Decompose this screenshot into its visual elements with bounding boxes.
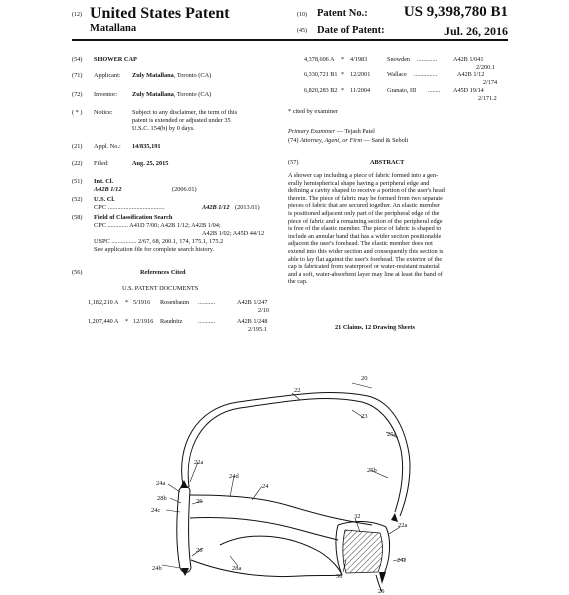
abstract-line: erally hemispherical shape having a peripheral edge and xyxy=(288,179,430,187)
citation-date: 12/2001 xyxy=(350,71,371,78)
citation-star: * xyxy=(125,318,129,325)
attorney-number: (74) xyxy=(288,137,299,144)
citation-name: Snowden xyxy=(387,56,411,63)
citation-date: 12/1916 xyxy=(133,318,154,325)
crown-bottom-edge xyxy=(191,560,342,577)
us-cl-label: U.S. Cl. xyxy=(94,196,115,203)
appl-no-field-number: (21) xyxy=(72,143,83,150)
notice-field-number: ( * ) xyxy=(72,109,83,116)
inventor-label: Inventor: xyxy=(94,91,118,98)
abstract-line: and a soft, water-absorbent layer may line at least the band of xyxy=(288,270,443,278)
ref-label: 24a xyxy=(156,480,166,487)
citation-number: 4,378,606 A xyxy=(304,56,335,63)
filed-label: Filed: xyxy=(94,160,109,167)
foc-field-number: (58) xyxy=(72,214,83,221)
citation-dots: ........... xyxy=(198,299,216,306)
applicant-location: , Toronto (CA) xyxy=(173,72,212,79)
abstract-line: cap is fabricated from waterproof or water-resistant material xyxy=(288,263,440,271)
references-subtitle: U.S. PATENT DOCUMENTS xyxy=(122,285,199,292)
patent-no-number: (10) xyxy=(297,12,307,18)
abstract-line: therein. The piece of fabric may be formed from two separate xyxy=(288,194,443,202)
filed-field-number: (22) xyxy=(72,160,83,167)
citation-subclass: 2/10 xyxy=(258,307,270,314)
citation-date: 4/1983 xyxy=(350,56,368,63)
left-end-tip-top xyxy=(180,480,188,488)
ref-label: 26 xyxy=(378,588,385,595)
citation-number: 6,330,721 B1 xyxy=(304,71,338,78)
right-band-top xyxy=(338,521,386,527)
citation-dots: ............... xyxy=(414,71,438,78)
attorney-name: — Sand & Sebolt xyxy=(362,137,409,144)
elastic-loop-inner xyxy=(188,398,402,512)
abstract-line: is positioned adjacent only part of the peripheral edge of the xyxy=(288,209,440,217)
abstract-line: adjacent the user's forehead. The elastic member does not xyxy=(288,240,433,248)
ref-label: 25b xyxy=(367,467,377,474)
inventor-field-number: (72) xyxy=(72,91,83,98)
citation-name: Raudnitz xyxy=(160,318,183,325)
citation-class: A42B 1/248 xyxy=(237,318,268,325)
abstract-line: extend into this wider section and consequently this section is xyxy=(288,247,444,255)
filed-value: Aug. 25, 2015 xyxy=(132,160,169,167)
ref-label: 23 xyxy=(361,413,368,420)
citation-class: A42B 1/247 xyxy=(237,299,268,306)
ref-label: 30 xyxy=(336,573,343,580)
inventor-surname-header: Matallana xyxy=(90,23,137,34)
crown-top-edge xyxy=(190,495,372,525)
attorney-label: Attorney, Agent, or Firm xyxy=(300,137,363,144)
us-cl-cpc-label: CPC xyxy=(94,204,106,211)
ref-label: 22a xyxy=(194,459,204,466)
ref-label: 26 xyxy=(196,498,203,505)
citation-star: * xyxy=(341,87,345,94)
ref-label: 28a xyxy=(232,565,242,572)
citation-name: Granato, III xyxy=(387,87,417,94)
int-cl-year: (2006.01) xyxy=(172,186,197,193)
patent-invention-title: SHOWER CAP xyxy=(94,56,137,63)
appl-no-value: 14/835,191 xyxy=(132,143,161,150)
elastic-loop-outer xyxy=(182,392,410,516)
notice-line: U.S.C. 154(b) by 0 days. xyxy=(132,125,195,132)
foc-line: See application file for complete search history. xyxy=(94,246,215,253)
applicant-field-number: (71) xyxy=(72,72,83,79)
citation-number: 1,182,210 A xyxy=(88,299,119,306)
citation-class: A42B 1/12 xyxy=(457,71,485,78)
foc-label: Field of Classification Search xyxy=(94,214,173,221)
us-cl-leader-dots: .................................... xyxy=(108,204,165,211)
abstract-line: the cap. xyxy=(288,278,308,286)
citation-dots: ............. xyxy=(417,56,438,63)
ref-label: 24c xyxy=(151,507,161,514)
title-field-number: (54) xyxy=(72,56,83,63)
foc-line: CPC ............. A41D 7/00; A42B 1/12; A42B 1/04; xyxy=(94,222,221,229)
citation-subclass: 2/171.2 xyxy=(478,95,497,102)
us-cl-field-number: (52) xyxy=(72,196,83,203)
abstract-title: ABSTRACT xyxy=(370,159,405,166)
abstract-number: (57) xyxy=(288,159,299,166)
kind-code-number: (12) xyxy=(72,12,82,18)
patent-number: US 9,398,780 B1 xyxy=(403,4,508,20)
us-cl-year: (2013.01) xyxy=(235,204,260,211)
citation-dots: ........... xyxy=(198,318,216,325)
references-title: References Cited xyxy=(140,269,186,276)
document-title: United States Patent xyxy=(90,5,230,22)
int-cl-label: Int. Cl. xyxy=(94,178,114,185)
right-end-tip xyxy=(391,513,398,522)
notice-line: Subject to any disclaimer, the term of this xyxy=(132,109,238,116)
citation-star: * xyxy=(125,299,129,306)
primary-examiner-name: — Tejash Patel xyxy=(335,128,375,135)
ref-label: 22a xyxy=(398,522,408,529)
inventor-name: Zuly Matallana xyxy=(132,91,174,98)
abstract-line: is free of the elastic member. The piece of fabric is shaped to xyxy=(288,225,442,233)
hatched-wide-section xyxy=(343,530,383,573)
left-band-inner xyxy=(189,490,191,568)
citation-star: * xyxy=(341,71,345,78)
citation-name: Wallace xyxy=(387,71,407,78)
right-bottom-tip xyxy=(379,572,386,584)
ref-label: 20 xyxy=(361,375,368,382)
citation-class: A42B 1/041 xyxy=(453,56,484,63)
cited-by-examiner: * cited by examiner xyxy=(288,108,338,115)
date-of-patent: Jul. 26, 2016 xyxy=(443,24,508,38)
citation-subclass: 2/200.1 xyxy=(476,64,495,71)
abstract-line: able to lay flat against the user's forehead. The exterior of the xyxy=(288,255,443,263)
ref-label: 32 xyxy=(354,513,361,520)
inventor-location: , Toronto (CA) xyxy=(173,91,212,98)
applicant-label: Applicant: xyxy=(94,72,121,79)
ref-label: 22 xyxy=(294,387,301,394)
us-cl-code: A42B 1/12 xyxy=(202,204,230,211)
abstract-line: include an annular band that has a wider section positionable xyxy=(288,232,442,240)
citation-date: 5/1916 xyxy=(133,299,151,306)
citation-class: A45D 19/14 xyxy=(453,87,484,94)
notice-line: patent is extended or adjusted under 35 xyxy=(132,117,231,124)
abstract-line: A shower cap including a piece of fabric formed into a gen- xyxy=(288,172,439,179)
citation-subclass: 2/195.1 xyxy=(248,326,267,333)
patent-no-label: Patent No.: xyxy=(317,8,368,19)
citation-star: * xyxy=(341,56,345,63)
ref-label: 28b xyxy=(157,495,167,502)
foc-line: USPC ................ 2/67, 68, 200.1, 174, 175.1, 175.2 xyxy=(94,238,224,245)
citation-date: 11/2004 xyxy=(350,87,371,94)
ref-label: 24 xyxy=(262,483,269,490)
int-cl-field-number: (51) xyxy=(72,178,83,185)
ref-label: 24d xyxy=(229,473,239,480)
appl-no-label: Appl. No.: xyxy=(94,143,121,150)
primary-examiner-label: Primary Examiner xyxy=(288,128,336,135)
citation-name: Rosenbaum xyxy=(160,299,190,306)
citation-dots: ........ xyxy=(428,87,441,94)
references-number: (56) xyxy=(72,269,83,276)
abstract-line: piece of fabric and a remaining section of the peripheral edge xyxy=(288,217,443,225)
ref-label: 24e xyxy=(397,557,407,564)
abstract-line: pieces of fabric that are secured together. An elastic member xyxy=(288,202,441,210)
ref-label: 25a xyxy=(387,431,397,438)
claims-summary: 21 Claims, 12 Drawing Sheets xyxy=(335,324,415,331)
citation-number: 6,820,283 B2 xyxy=(304,87,338,94)
ref-label: 24b xyxy=(152,565,162,572)
int-cl-code: A42B 1/12 xyxy=(94,186,122,193)
ref-label: 26 xyxy=(196,547,203,554)
right-band-right xyxy=(384,527,390,574)
foc-line: A42B 1/02; A45D 44/12 xyxy=(202,230,265,237)
notice-label: Notice: xyxy=(94,109,113,116)
date-of-patent-label: Date of Patent: xyxy=(317,25,385,36)
citation-number: 1,207,440 A xyxy=(88,318,119,325)
abstract-line: defining a cavity shaped to receive a portion of the user's head xyxy=(288,187,445,195)
date-number: (45) xyxy=(297,28,307,34)
citation-subclass: 2/174 xyxy=(483,79,498,86)
right-band-left xyxy=(336,525,342,575)
applicant-name: Zuly Matallana xyxy=(132,72,174,79)
